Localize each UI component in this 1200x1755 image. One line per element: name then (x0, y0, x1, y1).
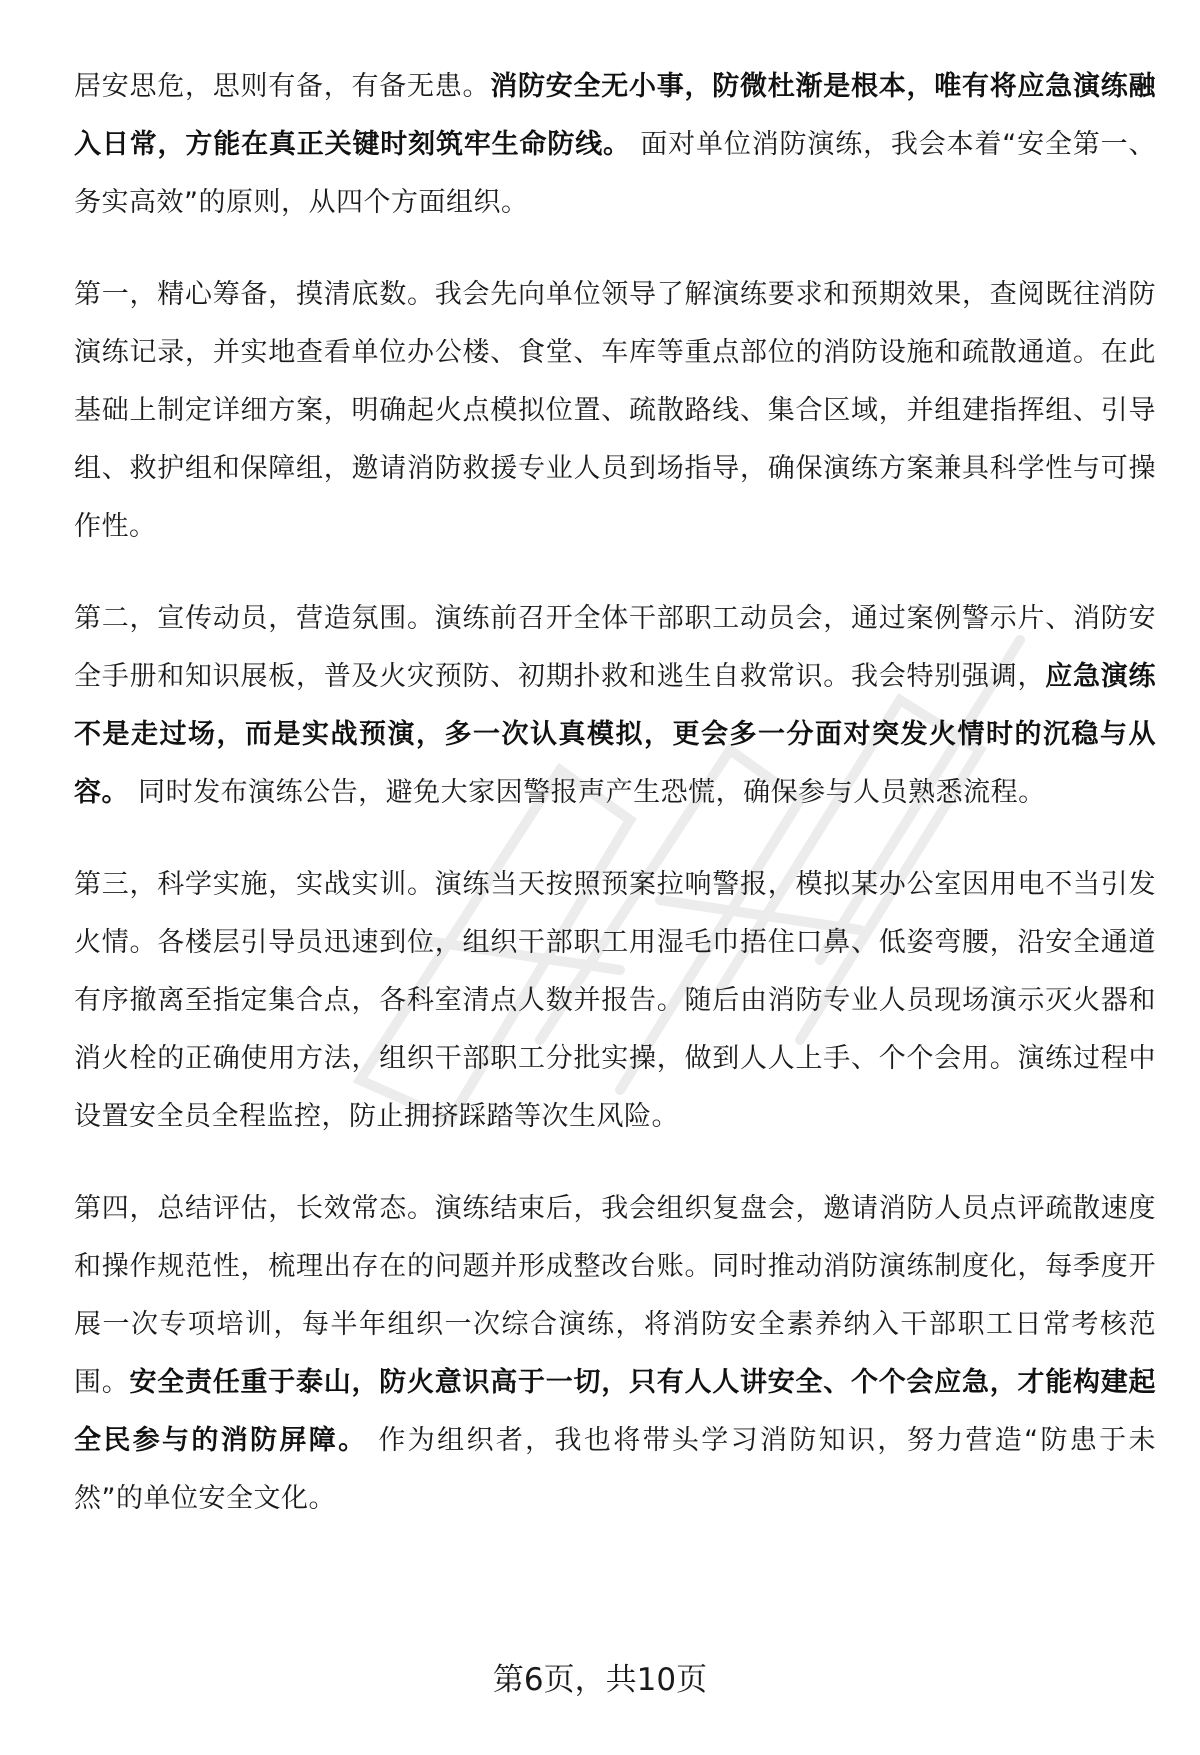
bold-text-run: 应急演练不是走过场，而是实战预演，多一次认真模拟，更会多一分面对突发火情时的沉稳与从容。 (74, 661, 1156, 808)
text-run: 第一，精心筹备，摸清底数。我会先向单位领导了解演练要求和预期效果，查阅既往消防演练记录，并实地查看单位办公楼、食堂、车库等重点部位的消防设施和疏散通道。在此基础上制定详细方案，明确起火点模拟位置、疏散路线、集合区域，并组建指挥组、引导组、救护组和保障组，邀请消防救援专业人员到场指导，确保演练方案兼具科学性与可操作性。 (74, 279, 1156, 542)
paragraph-fourth (74, 1180, 1156, 1528)
page-number-footer: 第6页，共10页 (492, 1662, 708, 1698)
paragraph-third (74, 856, 1156, 1146)
bold-text-run: 消防安全无小事，防微杜渐是根本，唯有将应急演练融入日常，方能在真正关键时刻筑牢生命防线。 (74, 71, 1156, 160)
bold-text-run: 安全责任重于泰山，防火意识高于一切，只有人人讲安全、个个会应急，才能构建起全民参与的消防屏障。 (74, 1367, 1156, 1456)
text-run: 作为组织者，我也将带头学习消防知识，努力营造“防患于未然”的单位安全文化。 (74, 1425, 1156, 1514)
text-run: 第二，宣传动员，营造氛围。演练前召开全体干部职工动员会，通过案例警示片、消防安全手册和知识展板，普及火灾预防、初期扑救和逃生自救常识。我会特别强调， (74, 603, 1156, 692)
text-run: 面对单位消防演练，我会本着“安全第一、务实高效”的原则，从四个方面组织。 (74, 129, 1156, 218)
document-body (74, 58, 1156, 1562)
text-run: 第四，总结评估，长效常态。演练结束后，我会组织复盘会，邀请消防人员点评疏散速度和操作规范性，梳理出存在的问题并形成整改台账。同时推动消防演练制度化，每季度开展一次专项培训，每半年组织一次综合演练，将消防安全素养纳入干部职工日常考核范围。 (74, 1193, 1156, 1398)
paragraph-second (74, 590, 1156, 822)
paragraph-first (74, 266, 1156, 556)
text-run: 居安思危，思则有备，有备无患。 (74, 71, 491, 102)
paragraph-intro (74, 58, 1156, 232)
text-run: 第三，科学实施，实战实训。演练当天按照预案拉响警报，模拟某办公室因用电不当引发火情。各楼层引导员迅速到位，组织干部职工用湿毛巾捂住口鼻、低姿弯腰，沿安全通道有序撤离至指定集合点，各科室清点人数并报告。随后由消防专业人员现场演示灭火器和消火栓的正确使用方法，组织干部职工分批实操，做到人人上手、个个会用。演练过程中设置安全员全程监控，防止拥挤踩踏等次生风险。 (74, 869, 1156, 1132)
text-run: 同时发布演练公告，避免大家因警报声产生恐慌，确保参与人员熟悉流程。 (129, 777, 1046, 808)
